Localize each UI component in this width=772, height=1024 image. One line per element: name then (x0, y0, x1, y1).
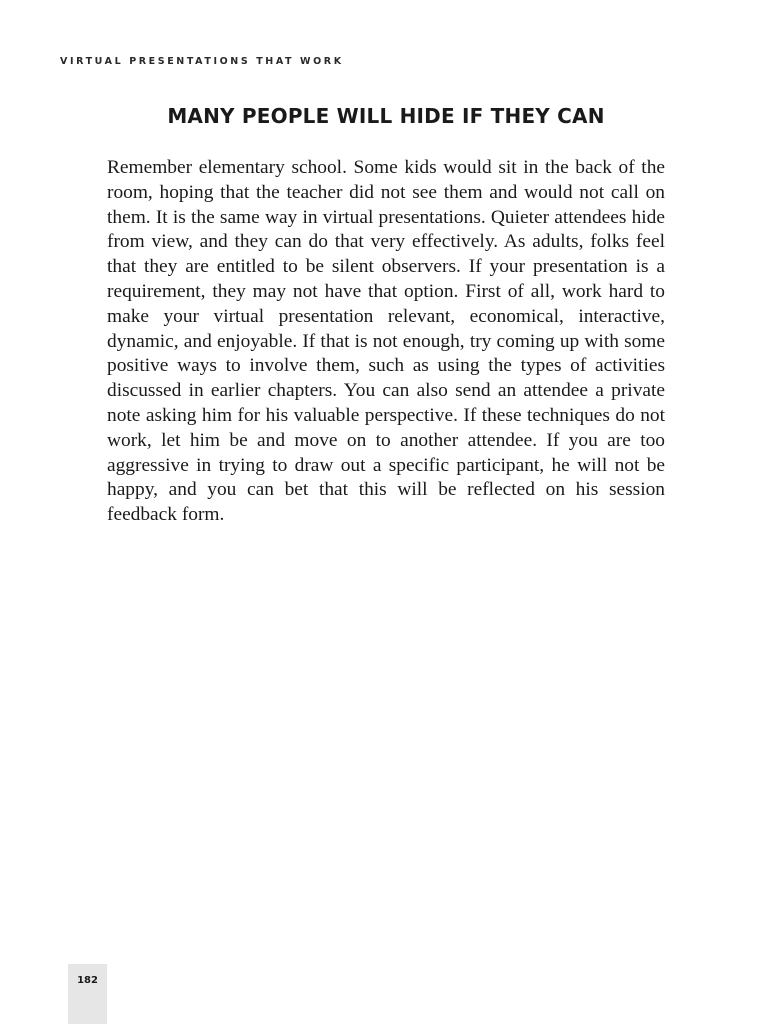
page-number: 182 (77, 975, 98, 986)
body-paragraph: Remember elementary school. Some kids would sit in the back of the room, hoping that the teacher did not see them and would not call on them. It is the same way in virtual presentations. Quieter attendees hide from view, and they can do that very effectively. As adults, folks feel that they are entitled to be silent observers. If your presentation is a requirement, they may not have that option. First of all, work hard to make your virtual presentation relevant, economical, interactive, dynamic, and enjoyable. If that is not enough, try coming up with some positive ways to involve them, such as using the types of activities discussed in earlier chapters. You can also send an attendee a private note asking him for his valuable perspective. If these techniques do not work, let him be and move on to another attendee. If you are too aggressive in trying to draw out a specific participant, he will not be happy, and you can bet that this will be reflected on his session feedback form. (107, 157, 665, 526)
page-number-tab (68, 964, 107, 1024)
section-heading: MANY PEOPLE WILL HIDE IF THEY CAN (167, 104, 605, 128)
running-header: VIRTUAL PRESENTATIONS THAT WORK (60, 56, 344, 67)
